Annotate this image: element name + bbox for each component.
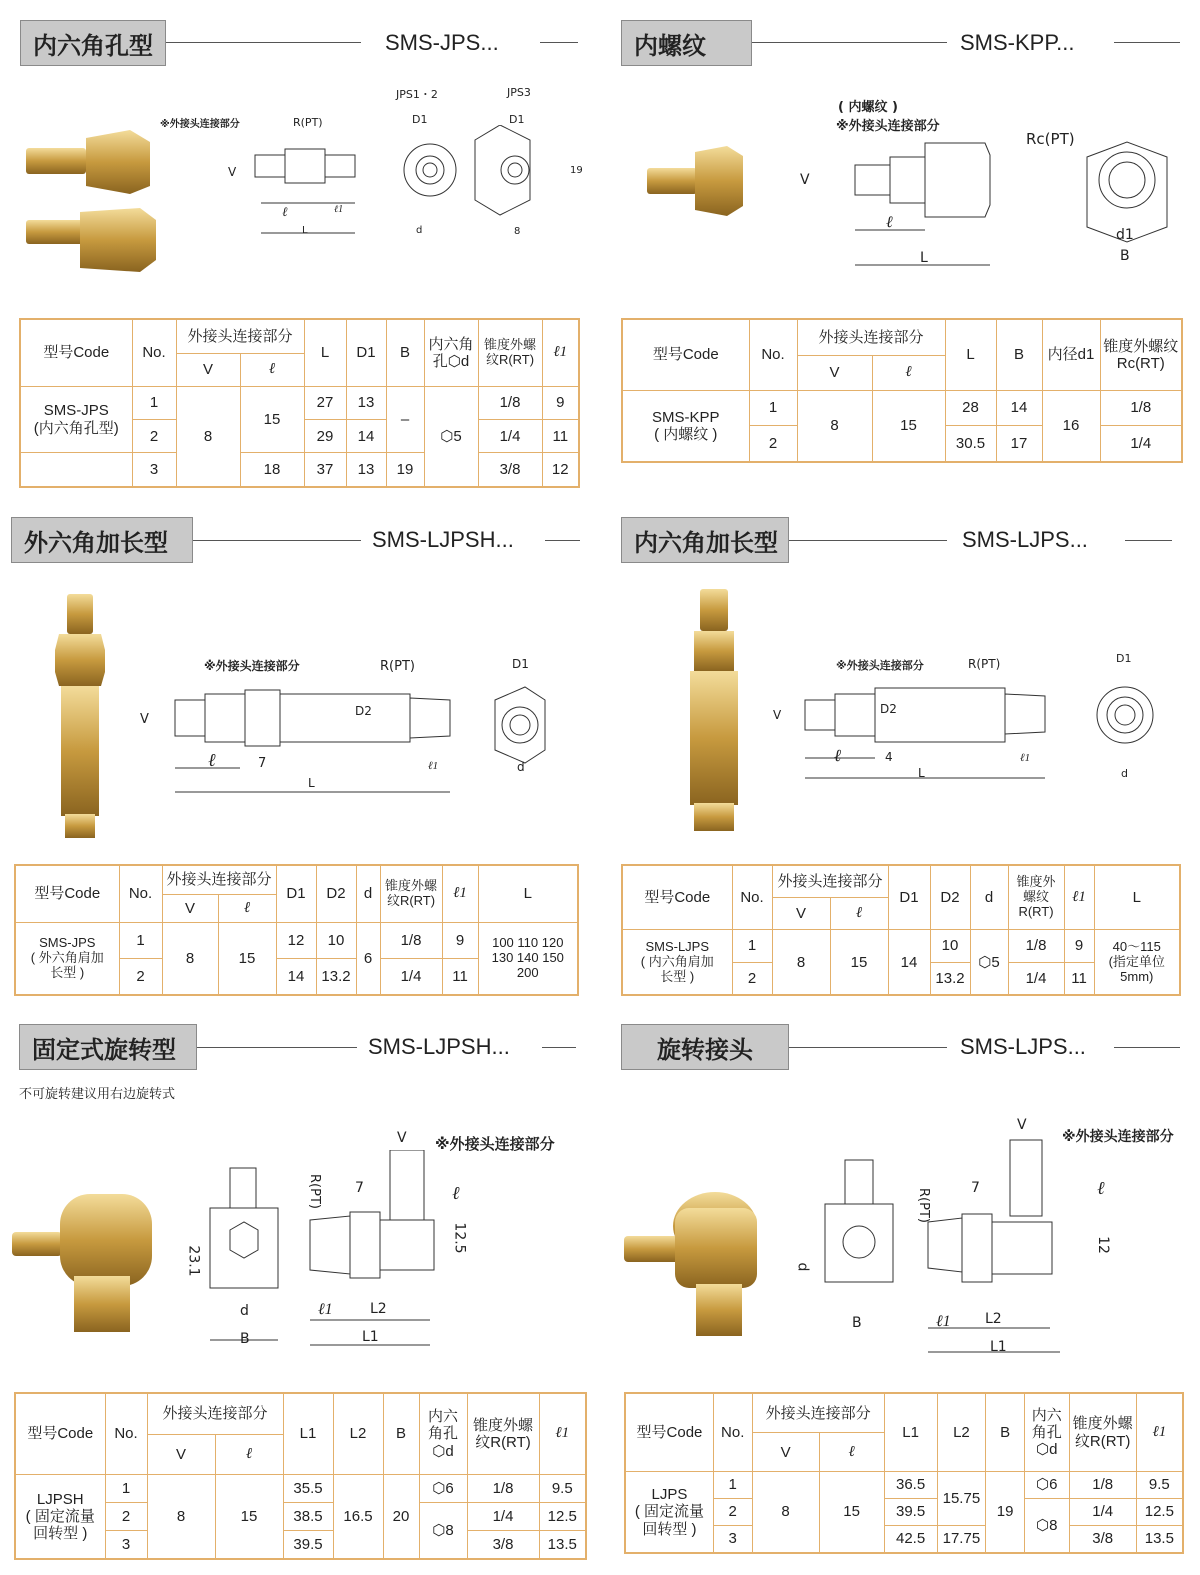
table-cell: 外接头连接部分 (772, 865, 888, 898)
table-cell: V (772, 898, 830, 930)
table-cell: 13.5 (1136, 1525, 1183, 1553)
table-cell: 1/4 (1069, 1498, 1136, 1525)
cell-line: (内六角孔型) (33, 419, 119, 437)
section-title: 固定式旋转型 (19, 1024, 197, 1070)
thread-note: ( 内螺纹 ) (838, 100, 898, 115)
model-code: SMS-JPS... (385, 30, 499, 55)
table-cell: D1 (276, 865, 316, 923)
divider (752, 42, 947, 43)
table-cell: L (478, 865, 578, 923)
l-label: ℓ (282, 204, 288, 219)
table-cell: 17.75 (937, 1525, 986, 1553)
table-cell: 12.5 (1136, 1498, 1183, 1525)
table-cell: D1 (888, 865, 930, 930)
divider (1114, 1047, 1180, 1048)
table-cell: 1/4 (1100, 426, 1182, 462)
divider (789, 1047, 947, 1048)
table-cell: 15 (819, 1472, 884, 1554)
table-cell: 1 (749, 390, 797, 425)
table-cell: B (986, 1393, 1025, 1472)
table-cell: 6 (356, 923, 380, 995)
table-cell: 8 (797, 390, 872, 462)
table-cell: 9 (542, 386, 579, 419)
table-cell: 29 (304, 420, 346, 453)
L1-label: L1 (990, 1339, 1007, 1355)
table-cell: L (304, 319, 346, 386)
connection-note: ※外接头连接部分 (204, 659, 300, 673)
table-cell: ⬡6 (419, 1474, 467, 1502)
table-cell: 12 (276, 923, 316, 959)
L-label: L (302, 225, 308, 236)
table-cell: 8 (772, 930, 830, 995)
table-cell: L2 (937, 1393, 986, 1472)
table-cell: 28 (945, 390, 996, 425)
table-cell: 15 (830, 930, 888, 995)
brass-fitting-photo (20, 120, 160, 280)
table-cell: 内六角孔⬡d (419, 1393, 467, 1474)
n12-label: 12 (1094, 1236, 1111, 1254)
cell-line: SMS-LJPS (645, 938, 710, 954)
divider (1125, 540, 1172, 541)
table-cell: B (386, 319, 424, 386)
table-cell: 2 (105, 1502, 147, 1530)
connection-note: ※外接头连接部分 (836, 659, 924, 672)
cell-line: ( 固定流量 (634, 1503, 705, 1521)
l1-label: ℓ1 (428, 760, 439, 772)
table-cell: 型号Code (15, 865, 119, 923)
L2-label: L2 (985, 1311, 1002, 1327)
table-cell: 1/4 (467, 1502, 539, 1530)
cell-line: 130 140 150 (491, 950, 564, 966)
table-cell: ℓ1 (1136, 1393, 1183, 1472)
l1-label: ℓ1 (334, 204, 344, 215)
table-cell: B (996, 319, 1042, 390)
d1-label: d1 (1116, 227, 1134, 243)
l-label: ℓ (452, 1183, 460, 1203)
table-cell (622, 390, 749, 462)
connection-note: ※外接头连接部分 (1062, 1129, 1174, 1145)
spec-table (19, 318, 580, 488)
table-cell: 15 (218, 923, 276, 995)
table-cell: 42.5 (884, 1525, 937, 1553)
divider (789, 540, 947, 541)
spec-table (621, 318, 1183, 463)
table-cell: ℓ (215, 1434, 283, 1474)
table-cell: 1 (105, 1474, 147, 1502)
table-cell: 30.5 (945, 426, 996, 462)
divider (1114, 42, 1180, 43)
table-cell: 1 (132, 386, 176, 419)
table-cell: ℓ (218, 894, 276, 922)
table-cell: No. (713, 1393, 752, 1472)
table-cell: 39.5 (884, 1498, 937, 1525)
table-cell: 2 (132, 420, 176, 453)
table-cell: 27 (304, 386, 346, 419)
model-code: SMS-LJPSH... (368, 1034, 510, 1059)
table-cell: ℓ (240, 353, 304, 386)
L-label: L (308, 776, 315, 790)
l1-label: ℓ1 (1020, 752, 1031, 764)
table-cell: 19 (986, 1472, 1025, 1554)
table-cell: 18 (240, 453, 304, 487)
table-cell: 12.5 (539, 1502, 586, 1530)
table-cell: 1/8 (478, 386, 542, 419)
table-cell: 1/4 (1008, 962, 1064, 995)
table-cell: L1 (884, 1393, 937, 1472)
table-cell: ⬡8 (1024, 1498, 1069, 1553)
table-cell: V (147, 1434, 215, 1474)
table-cell: 8 (162, 923, 218, 995)
brass-fitting-photo (10, 1180, 160, 1335)
spec-table (624, 1392, 1184, 1554)
side-view-drawing (140, 680, 560, 800)
n4-label: 4 (885, 750, 893, 764)
table-cell: ⬡5 (424, 386, 478, 487)
v-label: V (397, 1130, 407, 1146)
table-cell: 17 (996, 426, 1042, 462)
table-cell: V (162, 894, 218, 922)
divider (540, 42, 578, 43)
L2-label: L2 (370, 1301, 387, 1317)
table-cell: D2 (316, 865, 356, 923)
table-cell: 外接头连接部分 (147, 1393, 283, 1434)
table-cell: ⬡6 (1024, 1472, 1069, 1499)
table-cell: 11 (442, 958, 478, 995)
table-cell: 外接头连接部分 (797, 319, 945, 355)
brass-fitting-photo (620, 1180, 770, 1340)
d2-label: D2 (880, 702, 897, 716)
brass-fitting-photo (45, 590, 115, 840)
model-code: SMS-LJPS... (962, 527, 1088, 552)
table-cell: 3/8 (1069, 1525, 1136, 1553)
l1-label: ℓ1 (318, 1301, 333, 1318)
l-label: ℓ (208, 750, 216, 770)
table-cell: No. (119, 865, 162, 923)
table-cell: 锥度外螺纹R(RT) (467, 1393, 539, 1474)
table-cell: 3 (713, 1525, 752, 1553)
divider (193, 540, 361, 541)
table-cell: 型号Code (15, 1393, 105, 1474)
table-cell: V (752, 1433, 819, 1472)
table-cell: 3 (132, 453, 176, 487)
table-cell: 37 (304, 453, 346, 487)
table-cell (15, 1474, 105, 1559)
cell-line: SMS-JPS (43, 402, 109, 420)
cell-line: ( 内六角肩加 (640, 953, 714, 969)
table-cell: 3/8 (467, 1530, 539, 1559)
jps3-label: JPS3 (507, 86, 531, 99)
cell-line: 40～115 (1112, 938, 1161, 954)
d1-label: D1 (412, 113, 428, 126)
table-cell: 9 (1064, 930, 1094, 962)
table-cell: 15.75 (937, 1472, 986, 1526)
cell-line: SMS-JPS (39, 935, 96, 951)
n125-label: 12.5 (451, 1222, 468, 1254)
table-cell: 38.5 (283, 1502, 333, 1530)
table-cell: 1/8 (1069, 1472, 1136, 1499)
n7-label: 7 (258, 756, 267, 771)
spec-table (14, 1392, 587, 1560)
section-title: 外六角加长型 (11, 517, 193, 563)
L-label: L (918, 766, 925, 780)
table-cell: 13 (346, 386, 386, 419)
table-cell: 外接头连接部分 (176, 319, 304, 353)
table-cell: ℓ1 (539, 1393, 586, 1474)
table-cell: No. (749, 319, 797, 390)
table-cell: L1 (283, 1393, 333, 1474)
table-cell: 15 (872, 390, 945, 462)
b-label: B (1120, 248, 1130, 264)
table-cell (20, 453, 132, 487)
table-cell: ⬡8 (419, 1502, 467, 1559)
table-cell: ℓ1 (442, 865, 478, 923)
cell-line: 长型 ) (50, 965, 85, 981)
table-cell: 1/8 (1008, 930, 1064, 962)
table-cell: 1 (713, 1472, 752, 1499)
divider (542, 1047, 576, 1048)
table-cell: ⬡5 (970, 930, 1008, 995)
d1-label: D1 (512, 657, 529, 671)
usage-note: 不可旋转建议用右边旋转式 (19, 1087, 176, 1102)
cell-line: ( 内螺纹 ) (654, 425, 718, 443)
table-cell: 14 (996, 390, 1042, 425)
cell-line: 200 (516, 965, 539, 981)
section-title: 旋转接头 (621, 1024, 789, 1070)
table-cell: 3 (105, 1530, 147, 1559)
cell-line: 长型 ) (660, 968, 695, 984)
table-cell: 8 (752, 1472, 819, 1554)
table-cell: B (383, 1393, 419, 1474)
table-cell: 19 (386, 453, 424, 487)
cell-line: 5mm) (1120, 968, 1154, 984)
cell-line: 回转型 ) (642, 1520, 697, 1538)
cell-line: 回转型 ) (33, 1525, 88, 1543)
rpt-label: R(PT) (968, 657, 1001, 671)
side-view-drawing (180, 1150, 480, 1360)
table-cell: 14 (346, 420, 386, 453)
table-cell: ℓ1 (1064, 865, 1094, 930)
table-cell: 39.5 (283, 1530, 333, 1559)
table-cell: L (945, 319, 996, 390)
divider (166, 42, 361, 43)
cell-line: 100 110 120 (492, 935, 564, 951)
n8-label: 8 (514, 226, 521, 237)
table-cell: 8 (176, 386, 240, 487)
table-cell: d (356, 865, 380, 923)
v-label: V (228, 165, 237, 179)
l-label: ℓ (1097, 1178, 1105, 1198)
table-cell: 1/8 (380, 923, 442, 959)
table-cell: 13.2 (316, 958, 356, 995)
table-cell: 8 (147, 1474, 215, 1559)
table-cell: 35.5 (283, 1474, 333, 1502)
rc-label: Rc(PT) (1026, 130, 1075, 148)
table-cell: ℓ (819, 1433, 884, 1472)
b-label: B (852, 1315, 862, 1331)
d-label: d (517, 760, 525, 774)
divider (545, 540, 580, 541)
table-cell: 外接头连接部分 (162, 865, 276, 894)
rpt-label: R(PT) (293, 116, 323, 129)
n231-label: 23.1 (185, 1245, 202, 1277)
connection-note: ※外接头连接部分 (160, 119, 240, 130)
d-label: d (1121, 767, 1128, 780)
spec-table (14, 864, 579, 996)
table-cell: 2 (749, 426, 797, 462)
table-cell: 16.5 (333, 1474, 383, 1559)
table-cell (1094, 930, 1180, 995)
table-cell: 1 (119, 923, 162, 959)
table-cell: 锥度外螺纹R(RT) (380, 865, 442, 923)
table-cell: 16 (1042, 390, 1100, 462)
table-cell (622, 930, 732, 995)
connection-note: ※外接头连接部分 (435, 1135, 555, 1153)
table-cell: 1/8 (1100, 390, 1182, 425)
table-cell: 1/4 (380, 958, 442, 995)
table-cell (20, 386, 132, 452)
table-cell: 2 (732, 962, 772, 995)
table-cell: 36.5 (884, 1472, 937, 1499)
table-cell: 型号Code (622, 865, 732, 930)
model-code: SMS-LJPS... (960, 1034, 1086, 1059)
n7-label: 7 (355, 1180, 364, 1196)
rpt-label: R(PT) (306, 1174, 322, 1209)
L1-label: L1 (362, 1329, 379, 1345)
d-label: d (416, 225, 423, 236)
table-cell: 1/4 (478, 420, 542, 453)
l1-label: ℓ1 (936, 1313, 951, 1330)
side-view-drawing (225, 125, 585, 245)
l-label: ℓ (886, 214, 893, 231)
table-cell: D2 (930, 865, 970, 930)
section-title: 内六角加长型 (621, 517, 789, 563)
table-cell: 1 (732, 930, 772, 962)
section-title: 内螺纹 (621, 20, 752, 66)
n19-label: 19 (570, 165, 583, 176)
section-title: 内六角孔型 (20, 20, 166, 66)
cell-line: ( 固定流量 (25, 1507, 95, 1525)
table-cell: 内径d1 (1042, 319, 1100, 390)
table-cell: 14 (888, 930, 930, 995)
table-cell: 2 (713, 1498, 752, 1525)
table-cell: 9.5 (1136, 1472, 1183, 1499)
table-cell: 13.5 (539, 1530, 586, 1559)
table-cell: 9.5 (539, 1474, 586, 1502)
brass-fitting-photo (680, 585, 750, 835)
table-cell: L2 (333, 1393, 383, 1474)
table-cell: 14 (276, 958, 316, 995)
table-cell: 外接头连接部分 (752, 1393, 884, 1433)
table-cell: 锥度外螺纹R(RT) (1069, 1393, 1136, 1472)
v-label: V (1017, 1117, 1027, 1133)
model-code: SMS-LJPSH... (372, 527, 514, 552)
l-label: ℓ (834, 746, 842, 765)
cell-line: ( 外六角肩加 (30, 950, 104, 966)
table-cell: ℓ1 (542, 319, 579, 386)
table-cell: d (970, 865, 1008, 930)
table-cell: 12 (542, 453, 579, 487)
d2-label: D2 (355, 704, 372, 718)
table-cell: No. (132, 319, 176, 386)
side-view-drawing (800, 135, 1190, 275)
table-cell: 内六角孔⬡d (424, 319, 478, 386)
table-cell: 10 (316, 923, 356, 959)
v-label: V (140, 712, 149, 727)
b-label: B (240, 1331, 250, 1347)
table-cell (625, 1472, 713, 1554)
model-code: SMS-KPP... (960, 30, 1075, 55)
table-cell: 3/8 (478, 453, 542, 487)
table-cell: 锥度外螺纹R(RT) (478, 319, 542, 386)
spec-table (621, 864, 1181, 996)
table-cell: 15 (240, 386, 304, 452)
table-cell: L (1094, 865, 1180, 930)
table-cell: ℓ (872, 355, 945, 390)
cell-line: LJPSH (36, 1490, 84, 1508)
table-cell: 型号Code (622, 319, 749, 390)
d-label: d (240, 1303, 249, 1319)
table-cell: 11 (542, 420, 579, 453)
v-label: V (773, 708, 782, 722)
d-label: d (794, 1262, 811, 1272)
cell-line: SMS-KPP (651, 408, 720, 426)
table-cell (478, 923, 578, 995)
table-cell: 内六角孔⬡d (1024, 1393, 1069, 1472)
cell-line: (指定单位 (1108, 953, 1165, 969)
d1-label: D1 (1116, 652, 1132, 665)
table-cell: No. (732, 865, 772, 930)
brass-fitting-photo (645, 140, 745, 220)
connection-note: ※外接头连接部分 (836, 119, 940, 134)
table-cell: V (176, 353, 240, 386)
table-cell: – (386, 386, 424, 452)
table-cell: 锥度外螺纹Rc(RT) (1100, 319, 1182, 390)
table-cell: 11 (1064, 962, 1094, 995)
table-cell: 锥度外螺纹R(RT) (1008, 865, 1064, 930)
cell-line: LJPS (651, 1486, 688, 1504)
d1-label: D1 (509, 113, 525, 126)
table-cell: 20 (383, 1474, 419, 1559)
jps12-label: JPS1・2 (396, 88, 438, 101)
n7-label: 7 (971, 1180, 980, 1196)
table-cell: ℓ (830, 898, 888, 930)
table-cell: 10 (930, 930, 970, 962)
rpt-label: R(PT) (915, 1188, 931, 1223)
table-cell: 15 (215, 1474, 283, 1559)
L-label: L (920, 250, 928, 266)
table-cell: V (797, 355, 872, 390)
divider (197, 1047, 357, 1048)
table-cell: No. (105, 1393, 147, 1474)
table-cell: 13.2 (930, 962, 970, 995)
side-view-drawing (775, 680, 1175, 790)
table-cell: 型号Code (20, 319, 132, 386)
table-cell: 13 (346, 453, 386, 487)
table-cell: 2 (119, 958, 162, 995)
rpt-label: R(PT) (380, 659, 415, 674)
v-label: V (800, 172, 810, 188)
table-cell: 1/8 (467, 1474, 539, 1502)
table-cell: D1 (346, 319, 386, 386)
table-cell: 型号Code (625, 1393, 713, 1472)
table-cell: 9 (442, 923, 478, 959)
table-cell (15, 923, 119, 995)
